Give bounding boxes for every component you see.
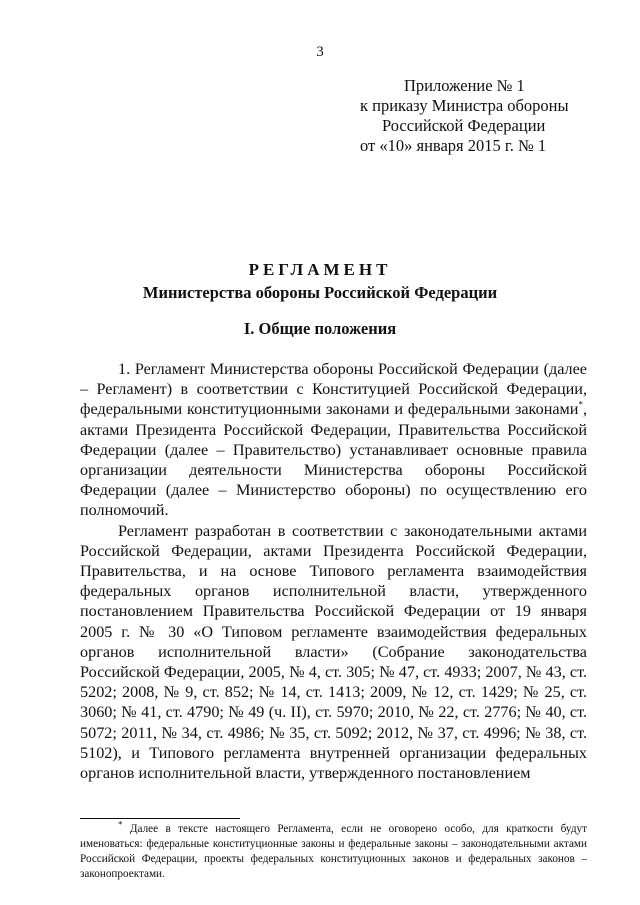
appendix-block	[360, 76, 600, 156]
footnote	[80, 819, 587, 882]
footnote-divider	[80, 818, 240, 819]
document-subtitle: Министерства обороны Российской Федерации	[142, 283, 498, 302]
paragraph-1-part-a: 1. Регламент Министерства обороны Российской Федерации (далее – Регламент) в соответствии с Конституцией Российской Федерации, федеральными конституционными законами и федеральными законами	[80, 360, 587, 419]
appendix-number: Приложение № 1	[404, 76, 525, 95]
body-text	[80, 359, 587, 783]
footnote-reference: *	[578, 400, 583, 411]
paragraph-1	[80, 359, 587, 521]
section-heading: I. Общие положения	[243, 319, 397, 338]
document-title: РЕГЛАМЕНТ	[248, 260, 392, 279]
appendix-order-ref: к приказу Министра обороны	[360, 96, 569, 115]
footnote-text: Далее в тексте настоящего Регламента, если не оговорено особо, для краткости будут именоваться: федеральные конституционные законы и федеральные законы – законодательными актами Российской Федерации, проекты федеральных конституционных законов и федеральных законов – законопроектами.	[80, 823, 587, 880]
appendix-date: от «10» января 2015 г. № 1	[360, 136, 547, 155]
footnote-paragraph	[80, 819, 587, 882]
footnote-mark: *	[118, 819, 123, 830]
appendix-country: Российской Федерации	[382, 116, 546, 135]
paragraph-2: Регламент разработан в соответствии с законодательными актами Российской Федерации, актами Президента Российской Федерации, Правительства, и на основе Типового регламента взаимодействия федеральных органов исполнительной власти, утвержденного постановлением Правительства Российской Федерации от 19 января 2005 г. № 30 «О Типовом регламенте взаимодействия федеральных органов исполнительной власти» (Собрание законодательства Российской Федерации, 2005, № 4, ст. 305; № 47, ст. 4933; 2007, № 43, ст. 5202; 2008, № 9, ст. 852; № 14, ст. 1413; 2009, № 12, ст. 1429; № 25, ст. 3060; № 41, ст. 4790; № 49 (ч. II), ст. 5970; 2010, № 22, ст. 2776; № 40, ст. 5072; 2011, № 34, ст. 4986; № 35, ст. 5092; 2012, № 37, ст. 4996; № 38, ст. 5102), и Типового регламента внутренней организации федеральных органов исполнительной власти, утвержденного постановлением	[80, 521, 587, 783]
page-number: 3	[316, 44, 324, 60]
paragraph-1-part-b: , актами Президента Российской Федерации, Правительства Российской Федерации (далее – Правительство) устанавливает основные правила организации деятельности Министерства обороны Российской Федерации (далее – Министерство обороны) по осуществлению его полномочий.	[80, 400, 587, 520]
